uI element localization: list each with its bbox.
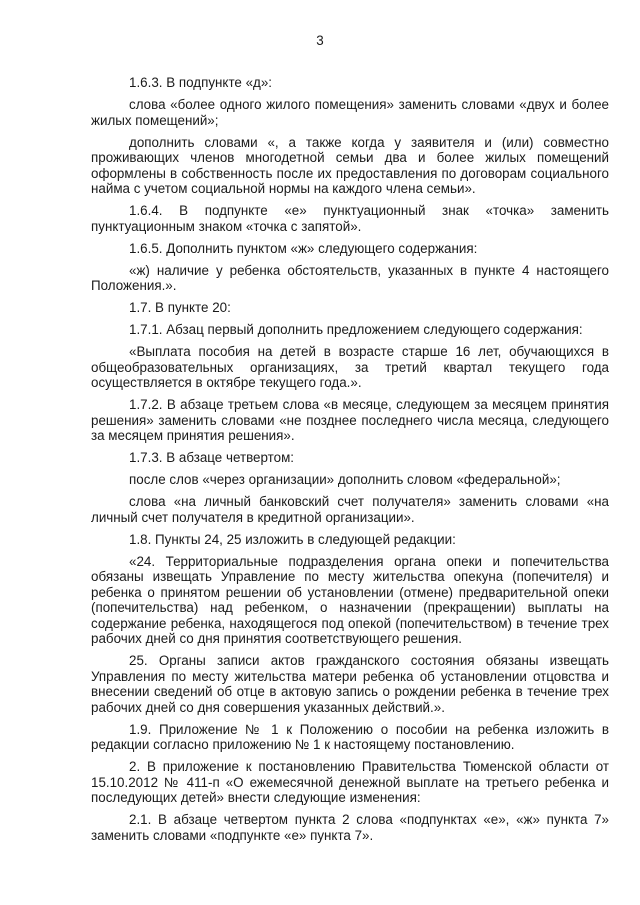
paragraph: 1.7. В пункте 20: [129, 300, 231, 315]
paragraph: 2.1. В абзаце четвертом пункта 2 слова «подпунктах «е», «ж» пункта 7» заменить словами «подпункте «е» пункта 7». [91, 812, 609, 843]
paragraph: «ж) наличие у ребенка обстоятельств, указанных в пункте 4 настоящего Положения.». [91, 262, 609, 293]
paragraph: 1.9. Приложение № 1 к Положению о пособии на ребенка изложить в редакции согласно приложению № 1 к настоящему постановлению. [91, 721, 609, 752]
paragraph: 1.7.2. В абзаце третьем слова «в месяце, следующем за месяцем принятия решения» заменить словами «не позднее последнего числа месяца, следующего за месяцем принятия решения». [91, 397, 609, 443]
paragraph: «Выплата пособия на детей в возрасте старше 16 лет, обучающихся в общеобразовательных организациях, за третий квартал текущего года осуществляется в октябре текущего года.». [91, 344, 609, 390]
paragraph: 25. Органы записи актов гражданского состояния обязаны извещать Управления по месту жительства матери ребенка об установлении отцовства и внесении сведений об отце в актовую запись о рождении ребенка в течение трех рабочих дней со дня совершения указанных действий.». [91, 653, 609, 715]
page-number: 3 [316, 33, 324, 48]
paragraph: 1.6.5. Дополнить пунктом «ж» следующего содержания: [129, 240, 478, 256]
paragraph: 2. В приложение к постановлению Правительства Тюменской области от 15.10.2012 № 411-п «О ежемесячной денежной выплате на третьего ребенка и последующих детей» внести следующие изменения: [91, 759, 609, 805]
paragraph: 1.7.1. Абзац первый дополнить предложением следующего содержания: [129, 322, 583, 337]
paragraph: 1.7.3. В абзаце четвертом: [129, 450, 295, 465]
paragraph: дополнить словами «, а также когда у заявителя и (или) совместно проживающих членов многодетной семьи два и более жилых помещений оформлены в собственность после их предоставления по договорам социального найма с учетом социальной нормы на каждого члена семьи». [91, 134, 609, 196]
paragraph: слова «более одного жилого помещения» заменить словами «двух и более жилых помещений»; [91, 97, 609, 128]
document-body [91, 75, 609, 843]
paragraph: 1.8. Пункты 24, 25 изложить в следующей редакции: [129, 531, 456, 547]
paragraph: 1.6.3. В подпункте «д»: [129, 75, 273, 90]
paragraph: «24. Территориальные подразделения органа опеки и попечительства обязаны извещать Управление по месту жительства опекуна (попечителя) и ребенка о принятом решении об установлении (отмене) предварительной опеки (попечительства) над ребенком, о назначении (прекращении) выплаты на содержание ребенка, находящегося под опекой (попечительством) в течение трех рабочих дней со дня принятия соответствующего решения. [91, 553, 609, 646]
paragraph: слова «на личный банковский счет получателя» заменить словами «на личный счет получателя в кредитной организации». [91, 494, 609, 525]
paragraph: после слов «через организации» дополнить словом «федеральной»; [129, 472, 561, 487]
paragraph: 1.6.4. В подпункте «е» пунктуационный знак «точка» заменить пунктуационным знаком «точка с запятой». [91, 203, 609, 234]
